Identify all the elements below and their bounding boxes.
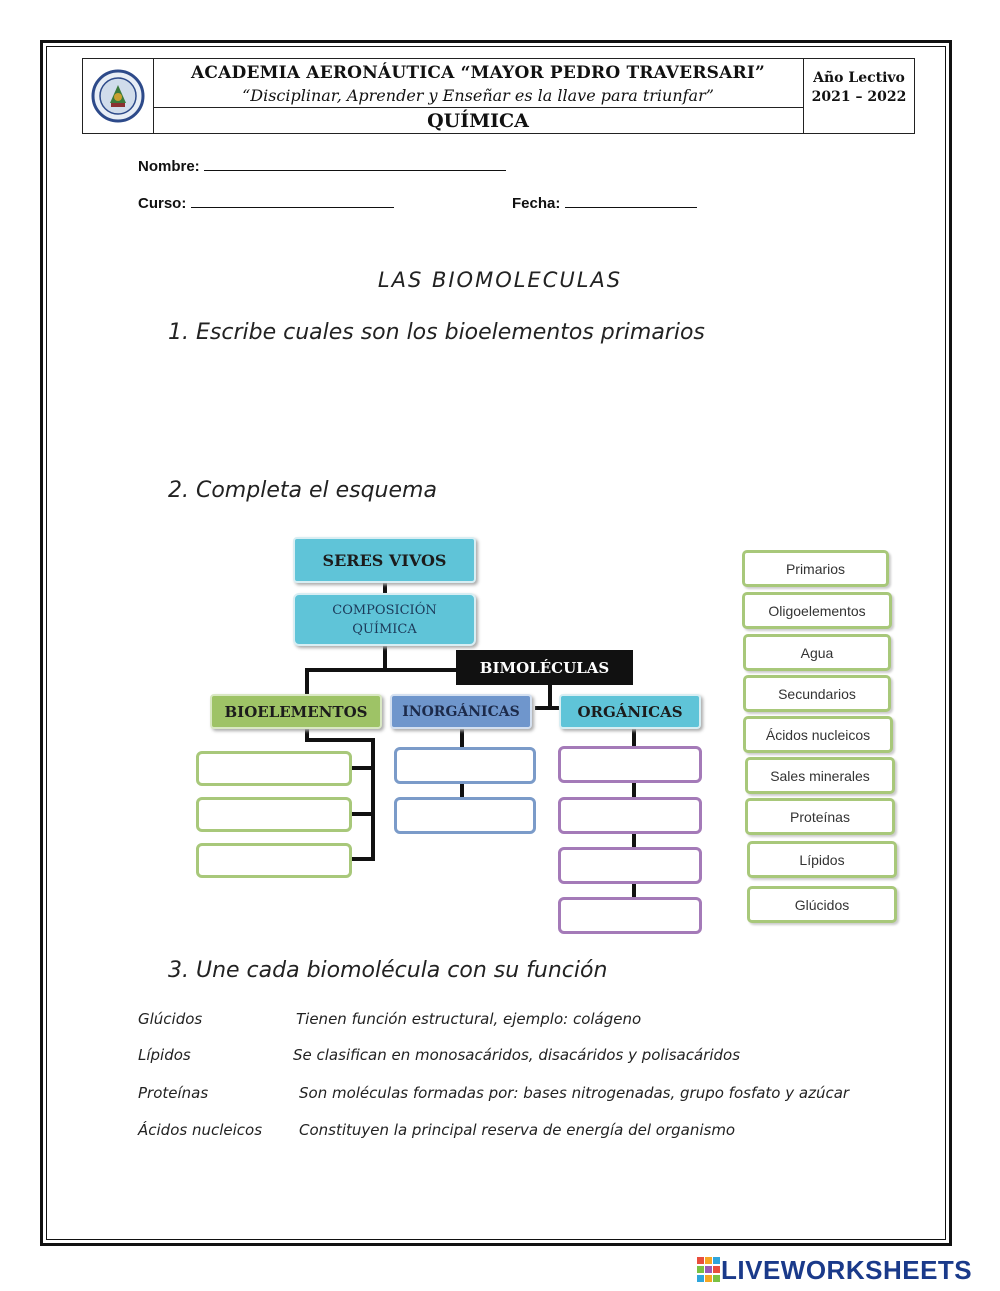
school-year-value: 2021 – 2022: [811, 89, 907, 105]
match-left-lipidos[interactable]: Lípidos: [138, 1046, 191, 1064]
option-proteinas[interactable]: Proteínas: [745, 798, 895, 835]
match-right-reserva[interactable]: Constituyen la principal reserva de energía del organismo: [299, 1121, 736, 1139]
nombre-input-line[interactable]: [204, 158, 506, 171]
answer-box-organicas-4[interactable]: [558, 897, 702, 934]
fecha-label: Fecha:: [512, 195, 561, 212]
composition-line-1: COMPOSICIÓN: [332, 602, 437, 618]
answer-box-bioelementos-1[interactable]: [196, 751, 352, 786]
option-agua[interactable]: Agua: [743, 634, 891, 671]
match-right-estructural[interactable]: Tienen función estructural, ejemplo: colágeno: [296, 1010, 642, 1028]
node-organicas: ORGÁNICAS: [559, 694, 701, 729]
curso-label: Curso:: [138, 195, 187, 212]
answer-box-organicas-3[interactable]: [558, 847, 702, 884]
match-right-clasifican[interactable]: Se clasifican en monosacáridos, disacáridos y polisacáridos: [293, 1046, 741, 1064]
header-divider: [153, 107, 803, 108]
connector-bio-2: [350, 812, 375, 816]
answer-box-inorganicas-1[interactable]: [394, 747, 536, 784]
connector-inorg-org: [535, 706, 560, 710]
connector-bio-1: [350, 766, 375, 770]
connector-bio-3: [350, 857, 375, 861]
question-3: 3. Une cada biomolécula con su función: [168, 958, 608, 983]
connector-to-bioelementos: [305, 668, 309, 694]
answer-box-organicas-2[interactable]: [558, 797, 702, 834]
nombre-field: [138, 158, 506, 175]
liveworksheets-logo: [697, 1256, 972, 1284]
liveworksheets-icon: [697, 1257, 721, 1283]
worksheet-header: [82, 58, 915, 134]
school-year-label: Año Lectivo: [813, 70, 905, 86]
match-left-glucidos[interactable]: Glúcidos: [138, 1010, 203, 1028]
answer-box-inorganicas-2[interactable]: [394, 797, 536, 834]
node-biomoleculas: BIMOLÉCULAS: [456, 650, 633, 685]
option-sales-minerales[interactable]: Sales minerales: [745, 757, 895, 794]
curso-field: [138, 195, 394, 212]
match-left-acidos-nucleicos[interactable]: Ácidos nucleicos: [138, 1121, 263, 1139]
academy-motto: “Disciplinar, Aprender y Enseñar es la llave para triunfar”: [242, 86, 714, 105]
connector-org-top: [632, 728, 636, 748]
liveworksheets-brand: LIVEWORKSHEETS: [721, 1254, 973, 1285]
node-inorganicas: INORGÁNICAS: [390, 694, 532, 729]
connector-composition-down: [383, 645, 387, 670]
option-lipidos[interactable]: Lípidos: [747, 841, 897, 878]
academy-name: ACADEMIA AERONÁUTICA “MAYOR PEDRO TRAVERSARI”: [191, 63, 765, 83]
worksheet-title: LAS BIOMOLECULAS: [377, 268, 623, 292]
connector-bio-b: [305, 738, 375, 742]
answer-box-bioelementos-3[interactable]: [196, 843, 352, 878]
option-glucidos[interactable]: Glúcidos: [747, 886, 897, 923]
nombre-label: Nombre:: [138, 158, 200, 175]
match-right-moleculas[interactable]: Son moléculas formadas por: bases nitrogenadas, grupo fosfato y azúcar: [299, 1084, 850, 1102]
option-secundarios[interactable]: Secundarios: [743, 675, 891, 712]
question-2: 2. Completa el esquema: [168, 478, 437, 503]
school-year-cell: [803, 59, 914, 133]
connector-inorg-top: [460, 728, 464, 748]
curso-input-line[interactable]: [191, 195, 394, 208]
academy-seal-icon: [83, 59, 153, 133]
question-1: 1. Escribe cuales son los bioelementos primarios: [168, 320, 705, 345]
logo-cell: [83, 59, 154, 133]
composition-line-2: QUÍMICA: [352, 621, 417, 637]
node-bioelementos: BIOELEMENTOS: [210, 694, 382, 729]
subject-title: QUÍMICA: [427, 110, 529, 132]
connector-inorg-mid: [460, 783, 464, 798]
fecha-field: [512, 195, 697, 212]
node-seres-vivos: SERES VIVOS: [293, 537, 476, 583]
fecha-input-line[interactable]: [565, 195, 697, 208]
header-center: [153, 59, 803, 133]
answer-box-bioelementos-2[interactable]: [196, 797, 352, 832]
option-primarios[interactable]: Primarios: [742, 550, 889, 587]
match-left-proteinas[interactable]: Proteínas: [138, 1084, 209, 1102]
node-composicion-quimica: [293, 593, 476, 646]
option-oligoelementos[interactable]: Oligoelementos: [742, 592, 892, 629]
option-acidos-nucleicos[interactable]: Ácidos nucleicos: [743, 716, 893, 753]
answer-box-organicas-1[interactable]: [558, 746, 702, 783]
connector-bio-trunk: [371, 738, 375, 860]
